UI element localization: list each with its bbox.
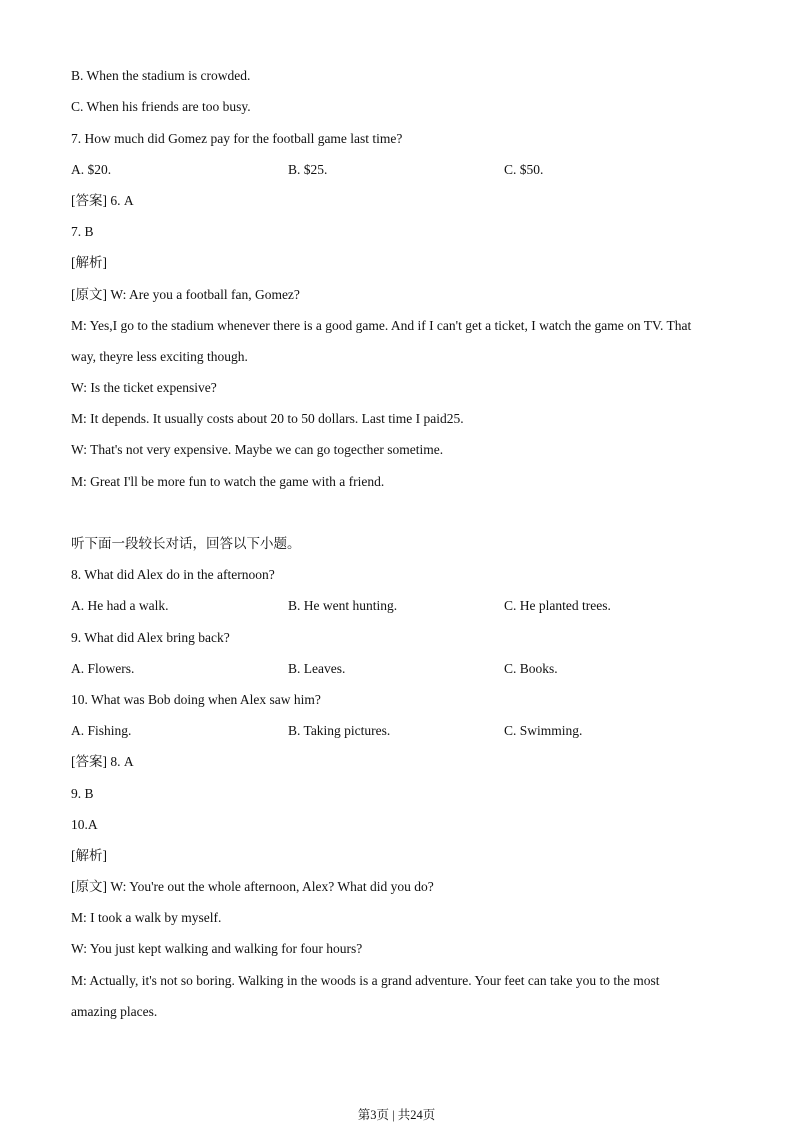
transcript-1-line: M: It depends. It usually costs about 20 to 50 dollars. Last time I paid25. [71, 411, 464, 426]
q8-option-a: A. He had a walk. [71, 598, 169, 613]
q9-question: 9. What did Alex bring back? [71, 630, 230, 645]
answer-7: 7. B [71, 224, 94, 239]
q9-option-c: C. Books. [504, 661, 558, 676]
transcript-1-line: [原文] W: Are you a football fan, Gomez? [71, 287, 300, 302]
q7-option-c: C. $50. [504, 162, 544, 177]
section-intro: 听下面一段较长对话，回答以下小题。 [71, 536, 301, 551]
answer-10: 10.A [71, 817, 98, 832]
q7-question: 7. How much did Gomez pay for the football game last time? [71, 131, 403, 146]
transcript-1-line: way, theyre less exciting though. [71, 349, 248, 364]
transcript-2-line: M: I took a walk by myself. [71, 910, 222, 925]
q9-option-b: B. Leaves. [288, 661, 346, 676]
q7-option-a: A. $20. [71, 162, 112, 177]
analysis-label-1: [解析] [71, 255, 107, 270]
transcript-2-line: M: Actually, it's not so boring. Walking in the woods is a grand adventure. Your feet can take you to the most [71, 973, 660, 988]
q6-option-b: B. When the stadium is crowded. [71, 68, 251, 83]
answer-9: 9. B [71, 786, 94, 801]
transcript-1-line: M: Great I'll be more fun to watch the game with a friend. [71, 474, 385, 489]
q10-option-a: A. Fishing. [71, 723, 132, 738]
analysis-label-2: [解析] [71, 848, 107, 863]
transcript-1-line: W: That's not very expensive. Maybe we can go togecther sometime. [71, 442, 444, 457]
transcript-1-line: W: Is the ticket expensive? [71, 380, 217, 395]
q7-option-b: B. $25. [288, 162, 328, 177]
q8-option-c: C. He planted trees. [504, 598, 611, 613]
q9-option-a: A. Flowers. [71, 661, 135, 676]
q6-option-c: C. When his friends are too busy. [71, 99, 251, 114]
q10-option-b: B. Taking pictures. [288, 723, 391, 738]
answer-label-2: [答案] 8. A [71, 754, 134, 769]
q10-question: 10. What was Bob doing when Alex saw him? [71, 692, 321, 707]
transcript-2-line: amazing places. [71, 1004, 158, 1019]
q8-question: 8. What did Alex do in the afternoon? [71, 567, 275, 582]
transcript-2-line: W: You just kept walking and walking for four hours? [71, 941, 363, 956]
answer-label-1: [答案] 6. A [71, 193, 134, 208]
transcript-1-line: M: Yes,I go to the stadium whenever there is a good game. And if I can't get a ticket, I watch the game on TV. That [71, 318, 692, 333]
page-footer: 第3页 | 共24页 [357, 1108, 436, 1122]
q8-option-b: B. He went hunting. [288, 598, 398, 613]
transcript-2-line: [原文] W: You're out the whole afternoon, Alex? What did you do? [71, 879, 434, 894]
q10-option-c: C. Swimming. [504, 723, 583, 738]
